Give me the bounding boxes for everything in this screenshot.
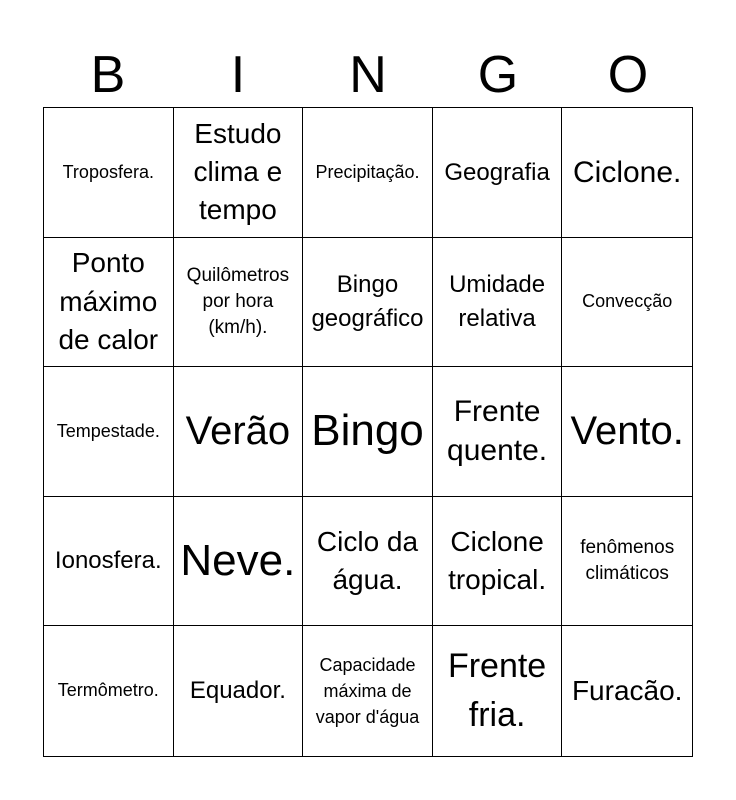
cell-text: Umidade relativa [449, 271, 546, 332]
bingo-cell[interactable] [44, 497, 174, 627]
bingo-cell[interactable] [303, 367, 433, 497]
bingo-board [43, 107, 693, 757]
header-letter-n: N [349, 46, 387, 104]
bingo-cell[interactable] [303, 238, 433, 368]
cell-text: Neve. [180, 535, 296, 585]
cell-text: Ionosfera. [54, 547, 162, 575]
bingo-cell[interactable] [174, 367, 304, 497]
header-letter-i: I [230, 46, 246, 104]
bingo-cell[interactable] [174, 626, 304, 756]
cell-text: Ciclone tropical. [448, 525, 547, 596]
cell-text: Troposfera. [62, 161, 154, 182]
bingo-cell[interactable] [562, 367, 692, 497]
bingo-cell[interactable] [433, 367, 563, 497]
cell-text: Quilômetros por hora (km/h). [186, 265, 290, 338]
cell-text: Frente fria. [447, 646, 547, 735]
bingo-cell[interactable] [562, 626, 692, 756]
cell-text: fenômenos climáticos [580, 537, 675, 585]
bingo-cell[interactable] [44, 108, 174, 238]
bingo-cell[interactable] [174, 108, 304, 238]
cell-text: Termômetro. [57, 680, 159, 701]
cell-text: Equador. [189, 677, 286, 705]
bingo-cell[interactable] [303, 108, 433, 238]
header-letter-g: G [477, 46, 519, 104]
bingo-cell[interactable] [303, 497, 433, 627]
cell-text: Estudo clima e tempo [193, 117, 283, 226]
bingo-cell[interactable] [44, 367, 174, 497]
cell-text: Bingo geográfico [311, 271, 424, 332]
bingo-cell[interactable] [433, 497, 563, 627]
header-letter-b: B [90, 46, 126, 104]
cell-text: Precipitação. [315, 161, 420, 182]
cell-text: Vento. [570, 409, 684, 454]
cell-text: Tempestade. [56, 420, 160, 441]
bingo-header [43, 44, 693, 106]
cell-text: Geografia [444, 158, 550, 186]
bingo-cell[interactable] [174, 238, 304, 368]
cell-text: Ciclo da água. [316, 525, 419, 596]
bingo-cell[interactable] [562, 497, 692, 627]
cell-text: Ponto máximo de calor [58, 247, 159, 356]
cell-text: Convecção [582, 291, 673, 312]
cell-text: Ciclone. [573, 155, 682, 189]
bingo-cell[interactable] [303, 626, 433, 756]
cell-text: Frente quente. [447, 395, 548, 468]
cell-text: Furacão. [571, 675, 683, 707]
cell-text: Bingo [311, 406, 424, 456]
bingo-cell[interactable] [44, 238, 174, 368]
bingo-cell[interactable] [562, 108, 692, 238]
header-letter-o: O [607, 46, 649, 104]
cell-text: Capacidade máxima de vapor d'água [315, 655, 420, 728]
bingo-cell[interactable] [433, 238, 563, 368]
bingo-cell[interactable] [433, 108, 563, 238]
bingo-cell[interactable] [562, 238, 692, 368]
bingo-cell[interactable] [433, 626, 563, 756]
cell-text: Verão [185, 409, 291, 454]
bingo-cell[interactable] [174, 497, 304, 627]
bingo-cell[interactable] [44, 626, 174, 756]
